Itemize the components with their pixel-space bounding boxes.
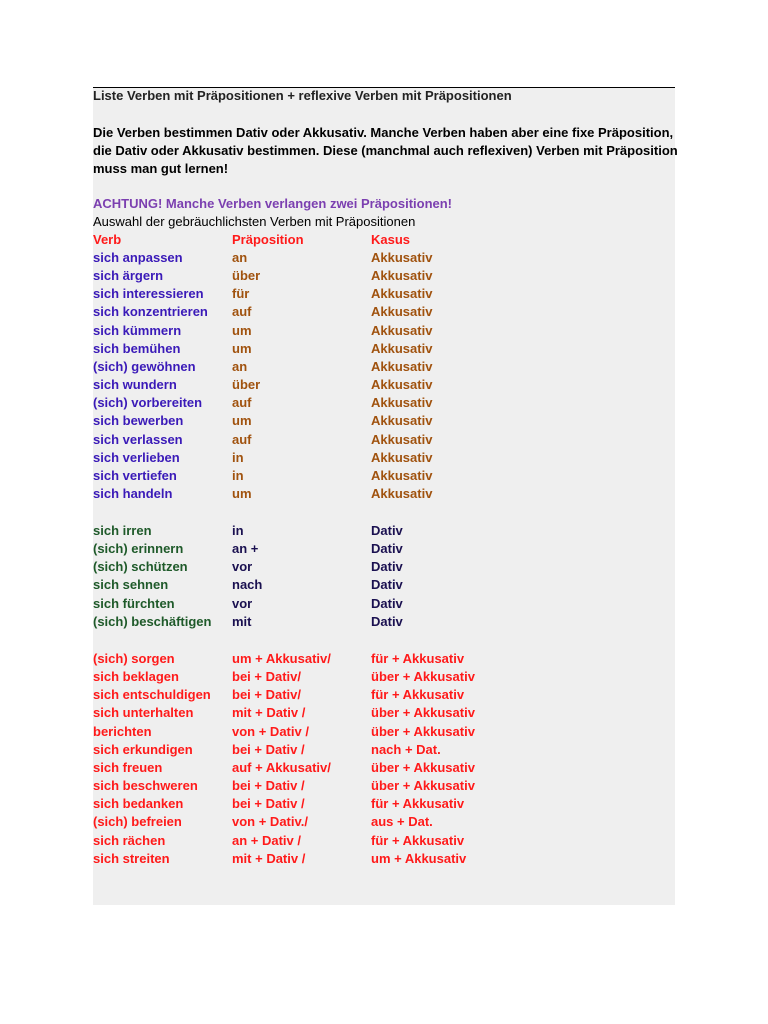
preposition-cell: bei + Dativ / xyxy=(232,778,305,793)
preposition-cell: an + Dativ / xyxy=(232,833,301,848)
case-cell: Akkusativ xyxy=(371,286,433,301)
header-kasus: Kasus xyxy=(371,232,411,247)
intro-line: die Dativ oder Akkusativ bestimmen. Diese (manchmal auch reflexiven) Verben mit Präposition xyxy=(93,143,678,158)
preposition-cell: bei + Dativ / xyxy=(232,796,305,811)
verb-cell: sich kümmern xyxy=(93,323,182,338)
preposition-cell: an xyxy=(232,250,248,265)
case-cell: aus + Dat. xyxy=(371,814,433,829)
verb-cell: (sich) vorbereiten xyxy=(93,395,203,410)
verb-cell: sich bedanken xyxy=(93,796,184,811)
warning-text: ACHTUNG! Manche Verben verlangen zwei Präpositionen! xyxy=(93,196,453,211)
case-cell: Akkusativ xyxy=(371,250,433,265)
case-cell: Dativ xyxy=(371,523,403,538)
preposition-cell: auf xyxy=(232,395,252,410)
table-subtitle: Auswahl der gebräuchlichsten Verben mit Präpositionen xyxy=(93,214,416,229)
case-cell: über + Akkusativ xyxy=(371,760,475,775)
case-cell: Akkusativ xyxy=(371,468,433,483)
preposition-cell: vor xyxy=(232,596,253,611)
verb-cell: sich fürchten xyxy=(93,596,175,611)
verb-cell: sich bemühen xyxy=(93,341,181,356)
verb-cell: sich streiten xyxy=(93,851,170,866)
preposition-cell: um xyxy=(232,341,252,356)
preposition-cell: auf xyxy=(232,432,252,447)
case-cell: nach + Dat. xyxy=(371,742,441,757)
verb-cell: sich freuen xyxy=(93,760,163,775)
preposition-cell: für xyxy=(232,286,250,301)
verb-cell: sich verlieben xyxy=(93,450,180,465)
verb-cell: (sich) beschäftigen xyxy=(93,614,212,629)
case-cell: Akkusativ xyxy=(371,268,433,283)
verb-cell: sich irren xyxy=(93,523,152,538)
case-cell: über + Akkusativ xyxy=(371,705,475,720)
case-cell: für + Akkusativ xyxy=(371,833,465,848)
preposition-cell: in xyxy=(232,450,244,465)
case-cell: Akkusativ xyxy=(371,395,433,410)
preposition-cell: über xyxy=(232,377,261,392)
verb-cell: sich vertiefen xyxy=(93,468,177,483)
case-cell: Dativ xyxy=(371,596,403,611)
case-cell: Akkusativ xyxy=(371,323,433,338)
preposition-cell: in xyxy=(232,468,244,483)
verb-cell: sich handeln xyxy=(93,486,173,501)
case-cell: für + Akkusativ xyxy=(371,651,465,666)
verb-cell: sich wundern xyxy=(93,377,177,392)
preposition-cell: über xyxy=(232,268,261,283)
preposition-cell: vor xyxy=(232,559,253,574)
preposition-cell: um + Akkusativ/ xyxy=(232,651,331,666)
verb-cell: sich ärgern xyxy=(93,268,164,283)
verb-cell: (sich) befreien xyxy=(93,814,182,829)
document-title: Liste Verben mit Präpositionen + reflexive Verben mit Präpositionen xyxy=(93,88,512,103)
preposition-cell: mit xyxy=(232,614,252,629)
case-cell: Akkusativ xyxy=(371,341,433,356)
case-cell: Akkusativ xyxy=(371,359,433,374)
preposition-cell: von + Dativ./ xyxy=(232,814,308,829)
case-cell: Akkusativ xyxy=(371,304,433,319)
preposition-cell: an xyxy=(232,359,248,374)
preposition-cell: bei + Dativ / xyxy=(232,742,305,757)
preposition-cell: um xyxy=(232,323,252,338)
verb-cell: sich konzentrieren xyxy=(93,304,208,319)
verb-cell: sich sehnen xyxy=(93,577,169,592)
case-cell: Akkusativ xyxy=(371,432,433,447)
intro-paragraph xyxy=(93,124,683,178)
case-cell: Akkusativ xyxy=(371,450,433,465)
case-cell: über + Akkusativ xyxy=(371,724,475,739)
case-cell: für + Akkusativ xyxy=(371,796,465,811)
intro-line: Die Verben bestimmen Dativ oder Akkusativ. Manche Verben haben aber eine fixe Präposition, xyxy=(93,125,674,140)
case-cell: Dativ xyxy=(371,614,403,629)
case-cell: über + Akkusativ xyxy=(371,778,475,793)
case-cell: Akkusativ xyxy=(371,377,433,392)
verb-cell: sich interessieren xyxy=(93,286,204,301)
case-cell: Akkusativ xyxy=(371,413,433,428)
preposition-cell: in xyxy=(232,523,244,538)
preposition-cell: um xyxy=(232,413,252,428)
preposition-cell: auf + Akkusativ/ xyxy=(232,760,331,775)
verb-cell: (sich) erinnern xyxy=(93,541,184,556)
verb-cell: sich beklagen xyxy=(93,669,179,684)
preposition-cell: von + Dativ / xyxy=(232,724,309,739)
preposition-cell: mit + Dativ / xyxy=(232,705,306,720)
verb-cell: sich bewerben xyxy=(93,413,184,428)
case-cell: Dativ xyxy=(371,541,403,556)
case-cell: Dativ xyxy=(371,577,403,592)
case-cell: über + Akkusativ xyxy=(371,669,475,684)
preposition-cell: bei + Dativ/ xyxy=(232,687,301,702)
verb-cell: sich verlassen xyxy=(93,432,183,447)
case-cell: Akkusativ xyxy=(371,486,433,501)
preposition-cell: um xyxy=(232,486,252,501)
intro-line: muss man gut lernen! xyxy=(93,161,229,176)
verb-cell: (sich) gewöhnen xyxy=(93,359,196,374)
verb-cell: (sich) schützen xyxy=(93,559,188,574)
preposition-cell: mit + Dativ / xyxy=(232,851,306,866)
verb-cell: sich unterhalten xyxy=(93,705,194,720)
header-praeposition: Präposition xyxy=(232,232,304,247)
preposition-cell: auf xyxy=(232,304,252,319)
preposition-cell: an + xyxy=(232,541,259,556)
verb-cell: sich beschweren xyxy=(93,778,198,793)
verb-cell: sich rächen xyxy=(93,833,166,848)
verb-cell: sich entschuldigen xyxy=(93,687,211,702)
verb-cell: sich anpassen xyxy=(93,250,183,265)
case-cell: Dativ xyxy=(371,559,403,574)
case-cell: um + Akkusativ xyxy=(371,851,467,866)
preposition-cell: nach xyxy=(232,577,263,592)
verb-cell: sich erkundigen xyxy=(93,742,193,757)
verb-cell: berichten xyxy=(93,724,152,739)
case-cell: für + Akkusativ xyxy=(371,687,465,702)
header-verb: Verb xyxy=(93,232,122,247)
verb-cell: (sich) sorgen xyxy=(93,651,175,666)
preposition-cell: bei + Dativ/ xyxy=(232,669,301,684)
